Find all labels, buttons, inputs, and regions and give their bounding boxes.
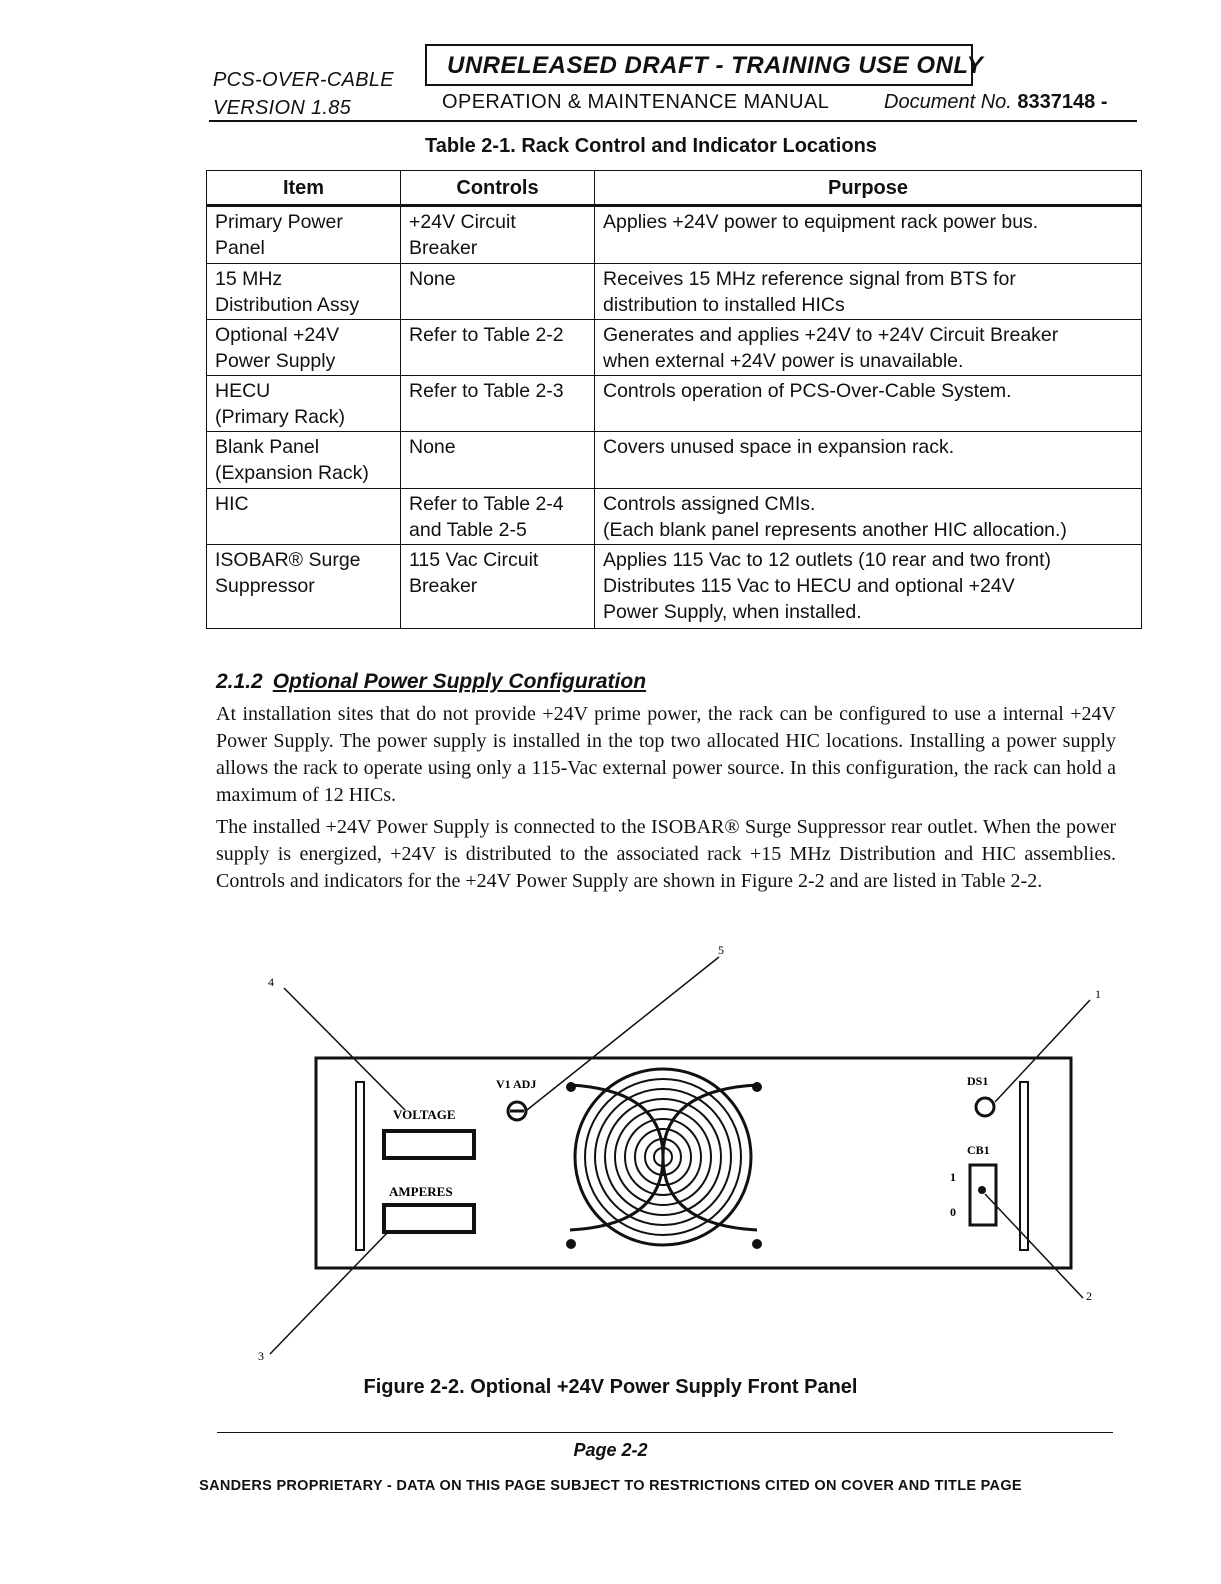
cell-item: Primary Power Panel <box>207 206 401 264</box>
document-header-product <box>213 66 394 122</box>
right-handle <box>1020 1082 1028 1250</box>
proprietary-notice: SANDERS PROPRIETARY - DATA ON THIS PAGE SUBJECT TO RESTRICTIONS CITED ON COVER AND TITLE PAGE <box>199 1478 1022 1494</box>
table-header-row <box>207 171 1142 206</box>
table-row <box>207 545 1142 629</box>
header-rule <box>209 120 1137 122</box>
cell-controls: None <box>401 432 595 489</box>
body-paragraph: At installation sites that do not provide +24V prime power, the rack can be configured to use a internal +24V Power Supply. The power supply is installed in the top two allocated HIC locations. Installing a power supply allows the rack to operate using only a 115-Vac external power source. In this configuration, the rack can hold a maximum of 12 HICs. <box>216 703 1116 806</box>
cell-item: Blank Panel (Expansion Rack) <box>207 432 401 489</box>
amperes-label: AMPERES <box>389 1184 453 1199</box>
document-number <box>884 91 1107 114</box>
left-handle <box>356 1082 364 1250</box>
cell-item: 15 MHz Distribution Assy <box>207 264 401 320</box>
table-row <box>207 264 1142 320</box>
callout-1-leader <box>995 1000 1090 1102</box>
cell-controls: 115 Vac Circuit Breaker <box>401 545 595 629</box>
cell-purpose: Applies +24V power to equipment rack power bus. <box>595 206 1142 264</box>
cb1-label: CB1 <box>967 1143 990 1157</box>
draft-notice: UNRELEASED DRAFT - TRAINING USE ONLY <box>447 52 984 79</box>
callout-3-leader <box>270 1232 388 1354</box>
callout-2: 2 <box>1086 1289 1092 1303</box>
rack-controls-table <box>206 170 1142 629</box>
panel-outline <box>316 1058 1071 1268</box>
table-row <box>207 206 1142 264</box>
cb1-off-label: 0 <box>950 1205 956 1219</box>
callout-4-leader <box>284 988 405 1110</box>
page-number: Page 2-2 <box>573 1440 648 1460</box>
cell-purpose: Receives 15 MHz reference signal from BTS for distribution to installed HICs <box>595 264 1142 320</box>
figure-caption: Figure 2-2. Optional +24V Power Supply Front Panel <box>363 1376 858 1398</box>
callout-1: 1 <box>1095 987 1101 1001</box>
table-row <box>207 489 1142 545</box>
cell-controls: Refer to Table 2-3 <box>401 376 595 432</box>
section-heading <box>216 670 646 694</box>
document-number-label: Document No. <box>884 91 1012 113</box>
cb1-on-label: 1 <box>950 1170 956 1184</box>
cell-controls: Refer to Table 2-2 <box>401 320 595 376</box>
column-header-item: Item <box>207 171 401 206</box>
ds1-indicator <box>976 1098 994 1116</box>
callout-3: 3 <box>258 1349 264 1363</box>
cell-item: HECU (Primary Rack) <box>207 376 401 432</box>
ds1-label: DS1 <box>967 1074 989 1088</box>
cell-item: HIC <box>207 489 401 545</box>
table-row <box>207 432 1142 489</box>
cell-item: Optional +24V Power Supply <box>207 320 401 376</box>
callout-4: 4 <box>268 975 274 989</box>
product-name: PCS-OVER-CABLE <box>213 69 394 91</box>
callout-5: 5 <box>718 943 724 957</box>
footer-rule <box>217 1432 1113 1433</box>
cell-purpose: Controls operation of PCS-Over-Cable System. <box>595 376 1142 432</box>
table-title: Table 2-1. Rack Control and Indicator Locations <box>425 135 877 157</box>
section-title: Optional Power Supply Configuration <box>272 670 647 693</box>
callout-5-leader <box>527 957 719 1110</box>
v1-adj-label: V1 ADJ <box>496 1077 537 1091</box>
manual-title: OPERATION & MAINTENANCE MANUAL <box>442 91 830 113</box>
section-number: 2.1.2 <box>216 670 263 693</box>
cell-controls: Refer to Table 2-4 and Table 2-5 <box>401 489 595 545</box>
power-supply-front-panel-figure <box>0 930 1221 1370</box>
cell-controls: +24V Circuit Breaker <box>401 206 595 264</box>
table-row <box>207 376 1142 432</box>
cell-purpose: Controls assigned CMIs. (Each blank panel represents another HIC allocation.) <box>595 489 1142 545</box>
cb1-circuit-breaker <box>970 1165 996 1225</box>
voltage-label: VOLTAGE <box>393 1107 456 1122</box>
fan-grille <box>566 1069 762 1249</box>
cell-controls: None <box>401 264 595 320</box>
table-row <box>207 320 1142 376</box>
cell-purpose: Applies 115 Vac to 12 outlets (10 rear and two front) Distributes 115 Vac to HECU and optional +24V Power Supply, when installed. <box>595 545 1142 629</box>
cell-purpose: Covers unused space in expansion rack. <box>595 432 1142 489</box>
body-paragraph: The installed +24V Power Supply is connected to the ISOBAR® Surge Suppressor rear outlet. When the power supply is energized, +24V is distributed to the associated rack +15 MHz Distribution and HIC assemblies. Controls and indicators for the +24V Power Supply are shown in Figure 2-2 and are listed in Table 2-2. <box>216 816 1116 892</box>
product-version: VERSION 1.85 <box>213 97 352 119</box>
cell-item: ISOBAR® Surge Suppressor <box>207 545 401 629</box>
column-header-controls: Controls <box>401 171 595 206</box>
cell-purpose: Generates and applies +24V to +24V Circuit Breaker when external +24V power is unavailable. <box>595 320 1142 376</box>
voltage-meter <box>384 1131 474 1158</box>
column-header-purpose: Purpose <box>595 171 1142 206</box>
callout-2-leader <box>985 1194 1083 1298</box>
amperes-meter <box>384 1205 474 1232</box>
document-number-value: 8337148 - <box>1017 91 1108 113</box>
